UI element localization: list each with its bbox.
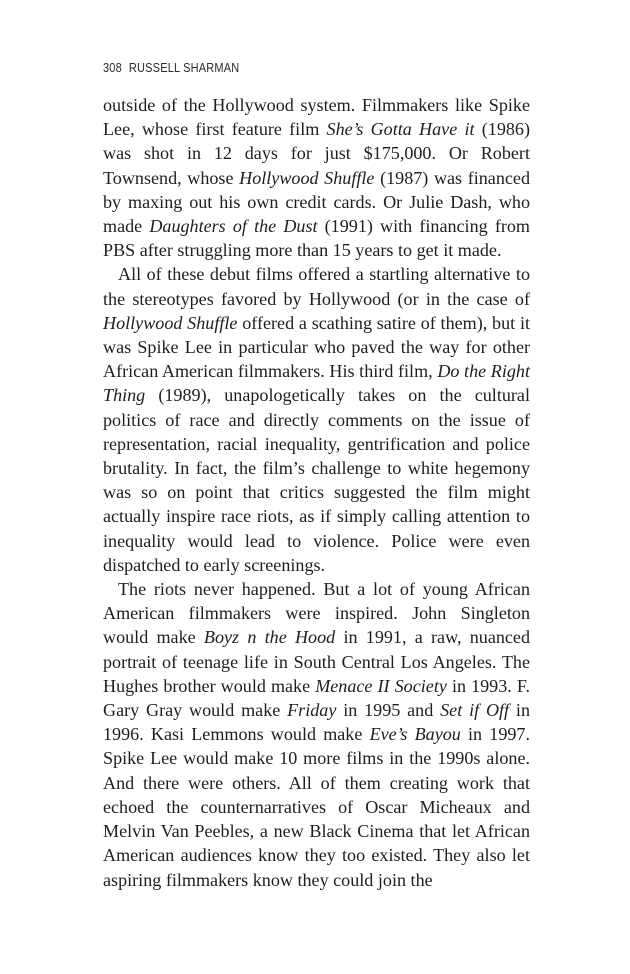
film-title: Friday (287, 700, 337, 721)
text-run: (1987) was financed by maxing out his own credit cards. Or Julie Dash, who made (103, 167, 530, 237)
text-run: (1989), unapologetically takes on the cultural politics of race and directly comments on the issue of representation, racial inequality, gentrification and police brutality. In fact, the film’s challenge to white hegemony was so on point that critics suggested the film might actually inspire race riots, as if simply calling attention to inequality would lead to violence. Police were even dispatched to early screenings. (103, 385, 530, 575)
page-number: 308 (103, 61, 122, 75)
film-title: Hollywood Shuffle (239, 167, 375, 188)
text-run: in 1997. Spike Lee would make 10 more films in the 1990s alone. And there were others. All of them creating work that echoed the counternarratives of Oscar Micheaux and Melvin Van Peebles, a new Black Cinema that let African American audiences know they too existed. They also let aspiring filmmakers know they could join the (103, 724, 530, 890)
running-head (103, 61, 239, 75)
film-title: Menace II Society (315, 675, 447, 696)
text-run: outside of the Hollywood system. Filmmakers like Spike Lee, whose first feature film (103, 95, 530, 140)
running-head-author: RUSSELL SHARMAN (128, 61, 240, 75)
film-title: Set if Off (440, 700, 510, 721)
text-run: in 1995 and (336, 700, 441, 721)
film-title: Daughters of the Dust (149, 216, 318, 237)
film-title: She’s Gotta Have it (326, 119, 475, 140)
paragraph-1 (103, 93, 530, 262)
film-title: Boyz n the Hood (203, 627, 336, 648)
text-run: in 1991, a raw, nuanced portrait of teenage life in South Central Los Angeles. The Hughes brother would make (103, 627, 531, 696)
text-run: (1986) was shot in 12 days for just $175,000. Or Robert Townsend, whose (103, 119, 530, 188)
film-title: Eve’s Bayou (369, 724, 461, 745)
text-run: in 1996. Kasi Lemmons would make (103, 700, 531, 745)
paragraph-3 (103, 577, 530, 892)
paragraph-2 (103, 262, 530, 577)
text-run: offered a scathing satire of them), but it was Spike Lee in particular who paved the way for other African American filmmakers. His third film, (103, 312, 531, 382)
text-run: The riots never happened. But a lot of young African American filmmakers were inspired. John Singleton would make (103, 579, 530, 648)
film-title: Hollywood Shuffle (103, 312, 238, 333)
text-run: in 1993. F. Gary Gray would make (103, 675, 530, 721)
film-title: Do the Right Thing (103, 361, 531, 406)
body-text (103, 93, 530, 892)
text-run: All of these debut films offered a startling alternative to the stereotypes favored by Hollywood (or in the case of (103, 264, 530, 309)
text-run: (1991) with financing from PBS after struggling more than 15 years to get it made. (103, 216, 530, 261)
